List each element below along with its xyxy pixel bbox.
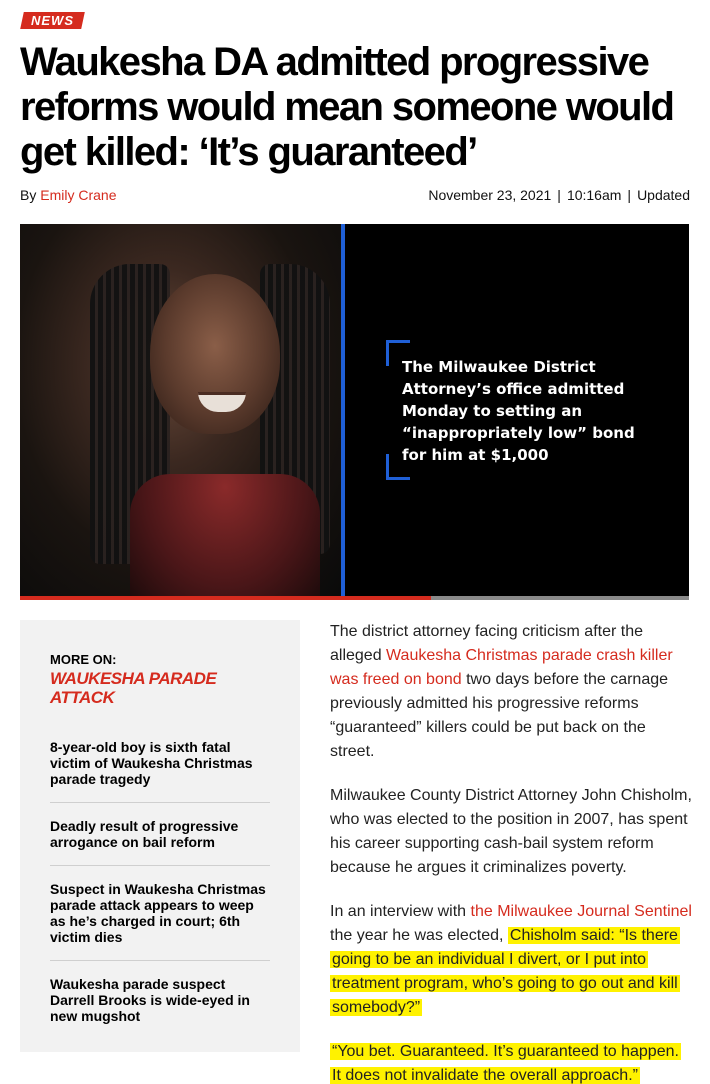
more-on-sidebar xyxy=(20,620,300,1052)
photo-shirt xyxy=(130,474,320,600)
meta-separator: | xyxy=(627,187,632,203)
video-progress-bar[interactable] xyxy=(20,596,689,600)
paragraph xyxy=(330,1040,692,1084)
highlighted-quote: “You bet. Guaranteed. It’s guaranteed to happen. It does not invalidate the overall approach.” xyxy=(332,1043,679,1084)
paragraph xyxy=(330,620,692,764)
inline-link[interactable]: the Milwaukee Journal Sentinel xyxy=(470,903,692,920)
related-item[interactable]: Waukesha parade suspect Darrell Brooks is wide-eyed in new mugshot xyxy=(50,976,250,1024)
related-item[interactable]: 8-year-old boy is sixth fatal victim of Waukesha Christmas parade tragedy xyxy=(50,739,270,803)
headline: Waukesha DA admitted progressive reforms would mean someone would get killed: ‘It’s guaranteed’ xyxy=(20,40,674,174)
video-divider-line xyxy=(341,224,345,596)
byline-prefix: By xyxy=(20,187,37,203)
publish-time: 10:16am xyxy=(566,187,622,203)
highlighted-quote: Chisholm said: “Is there going to be an individual I divert, or I put into treatment program, who’s going to go out and kill somebody?” xyxy=(332,927,678,1016)
video-progress-fill xyxy=(20,596,431,600)
paragraph-text: In an interview with xyxy=(330,903,471,920)
section-tag[interactable] xyxy=(20,12,85,29)
author-link[interactable]: Emily Crane xyxy=(40,187,117,203)
paragraph-text: two days before the carnage previously admitted his progressive reforms “guaranteed” killers could be put back on the street. xyxy=(330,671,669,760)
author-line xyxy=(20,187,116,203)
topic-link[interactable]: WAUKESHA PARADE ATTACK xyxy=(50,669,217,707)
section-tag-label: NEWS xyxy=(31,13,74,28)
related-item[interactable]: Deadly result of progressive arrogance on bail reform xyxy=(50,818,270,866)
related-item[interactable]: Suspect in Waukesha Christmas parade attack appears to weep as he’s charged in court; 6th victim dies xyxy=(50,881,270,961)
video-caption: The Milwaukee District Attorney’s office admitted Monday to setting an “inappropriately low” bond for him at $1,000 xyxy=(402,358,635,464)
related-list xyxy=(50,739,270,1039)
paragraph xyxy=(330,900,692,1020)
updated-toggle[interactable]: Updated xyxy=(637,187,690,203)
byline xyxy=(20,187,690,203)
publish-date: November 23, 2021 xyxy=(428,187,552,203)
paragraph-text: The district attorney facing criticism after the alleged xyxy=(330,623,643,664)
article-body xyxy=(330,620,692,1084)
hero-video[interactable] xyxy=(20,224,689,600)
meta-separator: | xyxy=(557,187,561,203)
publish-meta xyxy=(428,187,690,203)
more-on-label: MORE ON: xyxy=(50,652,117,667)
paragraph: Milwaukee County District Attorney John Chisholm, who was elected to the position in 2007, has spent his career supporting cash-bail system reform because he argues it criminalizes poverty. xyxy=(330,787,692,876)
paragraph-text: the year he was elected, xyxy=(330,927,508,944)
video-frame-photo xyxy=(20,224,342,596)
inline-link[interactable]: Waukesha Christmas parade crash killer was freed on bond xyxy=(330,647,673,688)
